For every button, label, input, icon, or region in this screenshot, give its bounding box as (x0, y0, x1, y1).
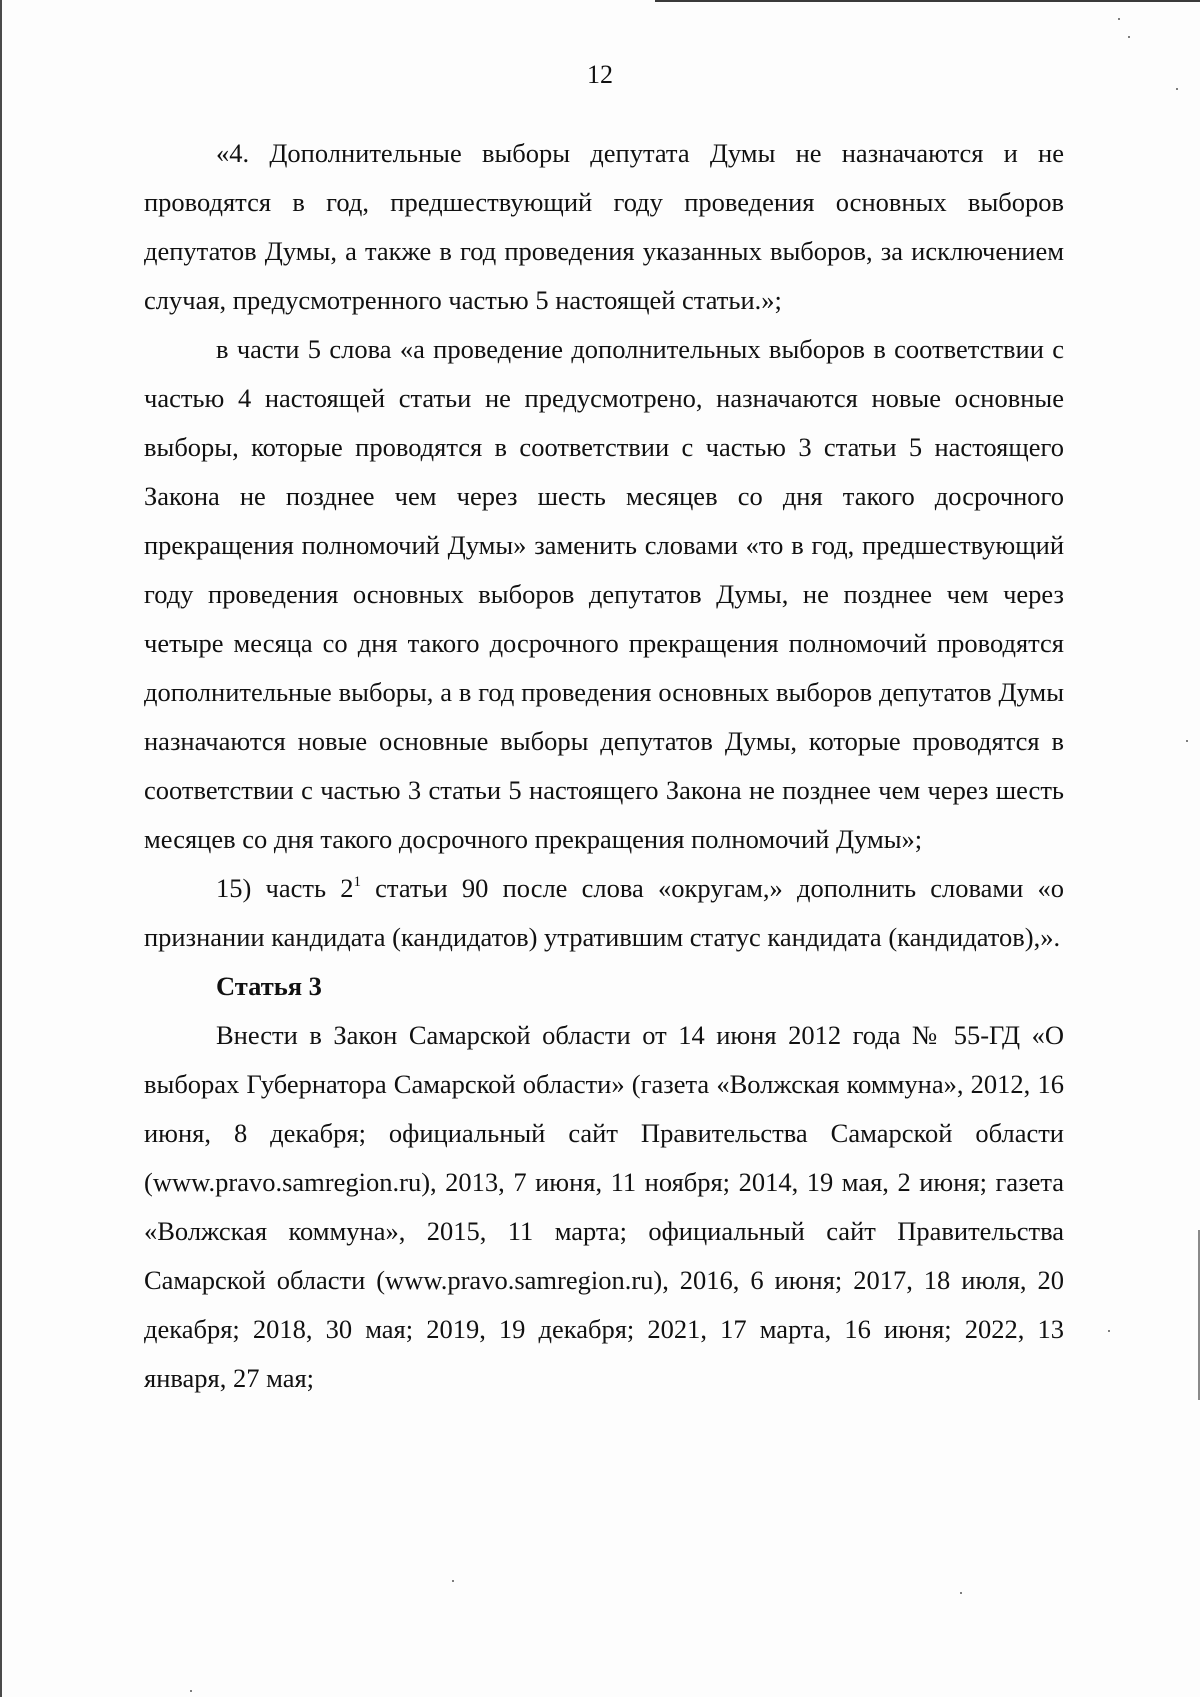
scan-border-left (0, 0, 2, 1697)
scan-speck (1128, 36, 1130, 38)
article-3-heading: Статья 3 (216, 971, 322, 1001)
item-15-superscript: 1 (353, 874, 361, 890)
paragraph-item-15 (144, 864, 1064, 962)
scan-speck (190, 1690, 192, 1692)
scan-speck (1186, 740, 1188, 742)
article-3-text: Внести в Закон Самарской области от 14 июня 2012 года № 55-ГД «О выборах Губернатора Самарской области» (газета «Волжская коммуна», 2012, 16 июня, 8 декабря; официальный сайт Правительства Самарской области (www.pravo.samregion.ru), 2013, 7 июня, 11 ноября; 2014, 19 мая, 2 июня; газета «Волжская коммуна», 2015, 11 марта; официальный сайт Правительства Самарской области (www.pravo.samregion.ru), 2016, 6 июня; 2017, 18 июля, 20 декабря; 2018, 30 мая; 2019, 19 декабря; 2021, 17 марта, 16 июня; 2022, 13 января, 27 мая; (144, 1020, 1064, 1393)
document-body (144, 129, 1064, 1403)
item-15-prefix: 15) часть 2 (216, 873, 354, 903)
scan-speck (1118, 18, 1120, 20)
scan-speck (960, 1592, 962, 1594)
scan-border-top (655, 0, 1200, 2)
item-15-text: статьи 90 после слова «округам,» дополнить словами «о признании кандидата (кандидатов) утратившим статус кандидата (кандидатов),». (144, 873, 1065, 952)
scan-speck (1108, 1330, 1110, 1332)
paragraph-clause-4: «4. Дополнительные выборы депутата Думы не назначаются и не проводятся в год, предшествующий году проведения основных выборов депутатов Думы, а также в год проведения указанных выборов, за исключением случая, предусмотренного частью 5 настоящей статьи.»; (144, 138, 1064, 315)
scan-speck (452, 1580, 454, 1582)
paragraph-part-5-amendment: в части 5 слова «а проведение дополнительных выборов в соответствии с частью 4 настоящей статьи не предусмотрено, назначаются новые основные выборы, которые проводятся в соответствии с частью 3 статьи 5 настоящего Закона не позднее чем через шесть месяцев со дня такого досрочного прекращения полномочий Думы» заменить словами «то в год, предшествующий году проведения основных выборов депутатов Думы, не позднее чем через четыре месяца со дня такого досрочного прекращения полномочий проводятся дополнительные выборы, а в год проведения основных выборов депутатов Думы назначаются новые основные выборы депутатов Думы, которые проводятся в соответствии с частью 3 статьи 5 настоящего Закона не позднее чем через шесть месяцев со дня такого досрочного прекращения полномочий Думы»; (144, 334, 1064, 854)
page-number: 12 (587, 60, 613, 89)
